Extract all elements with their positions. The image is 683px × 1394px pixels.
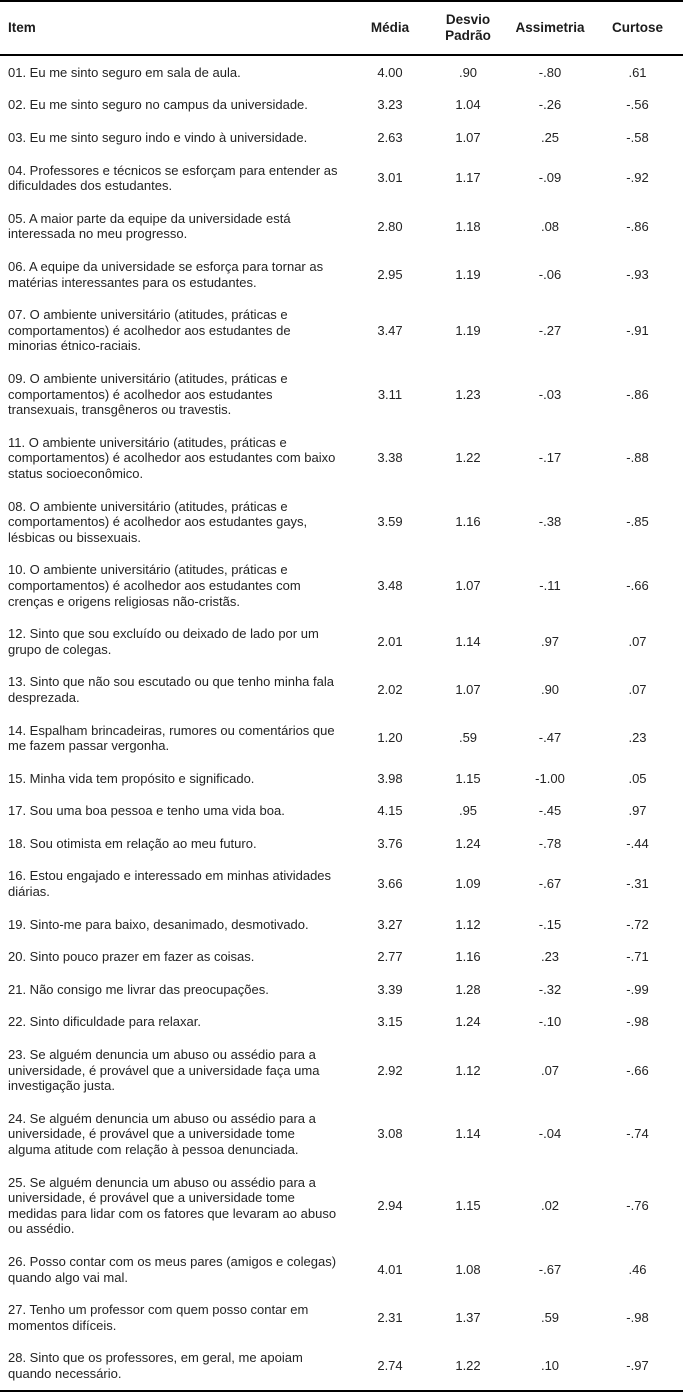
media-value-cell: 3.59 (377, 514, 403, 530)
item-text-cell: 06. A equipe da universidade se esforça para tornar as matérias interessantes para os estudantes. (8, 259, 324, 290)
assimetria-value-cell: .10 (540, 1358, 560, 1374)
media-value-cell: 3.98 (377, 770, 403, 786)
item-text-cell: 14. Espalham brincadeiras, rumores ou comentários que me fazem passar vergonha. (8, 722, 335, 754)
curtose-value-cell: -.56 (626, 97, 649, 113)
table-row (0, 1294, 683, 1342)
media-value-cell: 2.01 (377, 633, 403, 649)
curtose-value-cell: -.31 (626, 876, 649, 892)
assimetria-value-cell: .08 (540, 218, 560, 234)
item-text-cell: 05. A maior parte da equipe da universidade está interessada no meu progresso. (8, 210, 291, 242)
item-text-cell: 01. Eu me sinto seguro em sala de aula. (8, 64, 241, 80)
curtose-value-cell: -.74 (626, 1126, 649, 1142)
item-text-cell: 17. Sou uma boa pessoa e tenho uma vida boa. (8, 803, 285, 819)
media-value-cell: 2.80 (377, 218, 403, 234)
table-row (0, 554, 683, 618)
media-value-cell: 2.94 (377, 1197, 403, 1213)
media-value-cell: 3.15 (377, 1014, 403, 1030)
assimetria-value-cell: -.32 (538, 981, 562, 997)
table-row (0, 941, 683, 974)
media-value-cell: 4.15 (377, 803, 403, 819)
media-value-cell: 3.27 (377, 916, 403, 932)
table-row (0, 908, 683, 941)
media-value-cell: 2.92 (377, 1062, 403, 1078)
table-body (0, 55, 683, 1391)
assimetria-value-cell: -.09 (538, 170, 562, 186)
table-row (0, 666, 683, 714)
assimetria-value-cell: -.27 (538, 322, 562, 338)
desvio-padrao-value-cell: 1.19 (455, 322, 481, 338)
media-value-cell: 3.66 (377, 876, 403, 892)
assimetria-value-cell: -.78 (538, 835, 562, 851)
table-row (0, 363, 683, 427)
curtose-value-cell: -.76 (626, 1197, 649, 1213)
assimetria-value-cell: .02 (540, 1197, 560, 1213)
item-text-cell: 11. O ambiente universitário (atitudes, práticas e comportamentos) é acolhedor aos estudantes com baixo status socioeconômico. (8, 434, 336, 481)
media-value-cell: 3.39 (377, 981, 403, 997)
table-row (0, 202, 683, 250)
desvio-padrao-value-cell: 1.24 (455, 835, 481, 851)
table-row (0, 795, 683, 828)
item-text-cell: 12. Sinto que sou excluído ou deixado de lado por um grupo de colegas. (8, 626, 319, 657)
item-text-cell: 09. O ambiente universitário (atitudes, práticas e comportamentos) é acolhedor aos estudantes transexuais, transgêneros ou travestis. (8, 371, 288, 418)
curtose-value-cell: .97 (628, 803, 647, 819)
desvio-padrao-value-cell: 1.08 (455, 1261, 481, 1277)
table-row (0, 714, 683, 762)
table-header (0, 1, 683, 55)
media-value-cell: 2.31 (377, 1309, 403, 1325)
column-header-assimetria: Assimetria (508, 1, 592, 55)
curtose-value-cell: .07 (628, 682, 647, 698)
desvio-padrao-value-cell: 1.28 (455, 981, 481, 997)
curtose-value-cell: -.72 (626, 916, 649, 932)
assimetria-value-cell: -.15 (538, 916, 562, 932)
table-row (0, 251, 683, 299)
desvio-padrao-value-cell: 1.15 (455, 770, 481, 786)
table-row (0, 1102, 683, 1166)
table-row (0, 1039, 683, 1103)
desvio-padrao-value-cell: .95 (458, 803, 478, 819)
table-row (0, 122, 683, 155)
curtose-value-cell: -.85 (626, 514, 649, 530)
item-text-cell: 19. Sinto-me para baixo, desanimado, desmotivado. (8, 916, 309, 932)
assimetria-value-cell: -.10 (538, 1014, 562, 1030)
curtose-value-cell: .07 (628, 633, 647, 649)
assimetria-value-cell: -.04 (538, 1126, 562, 1142)
desvio-padrao-value-cell: 1.19 (455, 266, 481, 282)
item-text-cell: 10. O ambiente universitário (atitudes, práticas e comportamentos) é acolhedor aos estudantes com crenças e origens religiosas não-cristãs. (8, 562, 301, 609)
assimetria-value-cell: .25 (540, 130, 560, 146)
curtose-value-cell: -.66 (626, 1062, 649, 1078)
curtose-value-cell: -.66 (626, 577, 649, 593)
curtose-value-cell: -.98 (626, 1014, 649, 1030)
item-text-cell: 21. Não consigo me livrar das preocupações. (8, 981, 269, 997)
table-row (0, 89, 683, 122)
curtose-value-cell: -.93 (626, 266, 649, 282)
desvio-padrao-value-cell: 1.07 (455, 130, 481, 146)
assimetria-value-cell: -.03 (538, 386, 562, 402)
desvio-padrao-value-cell: 1.17 (455, 170, 481, 186)
media-value-cell: 4.00 (377, 64, 403, 80)
table-row (0, 154, 683, 202)
desvio-padrao-value-cell: 1.22 (455, 1358, 481, 1374)
item-text-cell: 13. Sinto que não sou escutado ou que tenho minha fala desprezada. (8, 674, 334, 705)
item-text-cell: 08. O ambiente universitário (atitudes, práticas e comportamentos) é acolhedor aos estudantes gays, lésbicas ou bissexuais. (8, 498, 308, 545)
assimetria-value-cell: .07 (540, 1062, 560, 1078)
item-text-cell: 23. Se alguém denuncia um abuso ou assédio para a universidade, é provável que a universidade faça uma investigação justa. (8, 1047, 320, 1094)
item-text-cell: 03. Eu me sinto seguro indo e vindo à universidade. (8, 130, 308, 146)
assimetria-value-cell: -1.00 (535, 770, 565, 786)
media-value-cell: 4.01 (377, 1261, 403, 1277)
media-value-cell: 3.01 (377, 170, 403, 186)
item-text-cell: 07. O ambiente universitário (atitudes, práticas e comportamentos) é acolhedor aos estudantes de minorias étnico-raciais. (8, 307, 291, 354)
desvio-padrao-value-cell: 1.09 (455, 876, 481, 892)
assimetria-value-cell: -.38 (538, 514, 562, 530)
assimetria-value-cell: -.06 (538, 266, 562, 282)
desvio-padrao-value-cell: 1.07 (455, 577, 481, 593)
item-text-cell: 22. Sinto dificuldade para relaxar. (8, 1014, 201, 1030)
table-row (0, 827, 683, 860)
column-header-desvio-padrao: Desvio Padrão (428, 1, 508, 55)
item-text-cell: 24. Se alguém denuncia um abuso ou assédio para a universidade, é provável que a universidade tome alguma atitude com relação à pessoa denunciada. (8, 1110, 316, 1157)
desvio-padrao-value-cell: 1.18 (455, 218, 481, 234)
media-value-cell: 3.47 (377, 322, 403, 338)
assimetria-value-cell: -.26 (538, 97, 562, 113)
curtose-value-cell: -.88 (626, 450, 649, 466)
item-text-cell: 28. Sinto que os professores, em geral, me apoiam quando necessário. (8, 1350, 303, 1381)
desvio-padrao-value-cell: 1.16 (455, 514, 481, 530)
table-row (0, 618, 683, 666)
table-row (0, 1342, 683, 1391)
curtose-value-cell: .46 (628, 1261, 647, 1277)
assimetria-value-cell: .97 (540, 633, 560, 649)
column-header-item: Item (0, 1, 352, 55)
media-value-cell: 2.63 (377, 130, 403, 146)
item-text-cell: 04. Professores e técnicos se esforçam para entender as dificuldades dos estudantes. (8, 162, 338, 194)
curtose-value-cell: .05 (628, 770, 647, 786)
media-value-cell: 2.95 (377, 266, 403, 282)
assimetria-value-cell: -.80 (538, 64, 562, 80)
item-text-cell: 02. Eu me sinto seguro no campus da universidade. (8, 97, 308, 113)
desvio-padrao-value-cell: 1.16 (455, 949, 481, 965)
assimetria-value-cell: -.67 (538, 876, 562, 892)
desvio-padrao-value-cell: .59 (458, 730, 478, 746)
column-header-curtose: Curtose (592, 1, 683, 55)
curtose-value-cell: -.71 (626, 949, 649, 965)
curtose-value-cell: -.58 (626, 130, 649, 146)
curtose-value-cell: -.99 (626, 981, 649, 997)
media-value-cell: 1.20 (377, 730, 403, 746)
item-text-cell: 25. Se alguém denuncia um abuso ou assédio para a universidade, é provável que a universidade tome medidas para lidar com os fatores que levaram ao abuso ou assédio. (8, 1174, 337, 1237)
item-text-cell: 16. Estou engajado e interessado em minhas atividades diárias. (8, 868, 332, 900)
assimetria-value-cell: -.45 (538, 803, 562, 819)
table-row (0, 1245, 683, 1293)
item-text-cell: 26. Posso contar com os meus pares (amigos e colegas) quando algo vai mal. (8, 1253, 337, 1285)
media-value-cell: 3.08 (377, 1126, 403, 1142)
table-row (0, 490, 683, 554)
media-value-cell: 2.77 (377, 949, 403, 965)
media-value-cell: 3.11 (377, 386, 403, 402)
desvio-padrao-value-cell: 1.22 (455, 450, 481, 466)
table-row (0, 299, 683, 363)
desvio-padrao-value-cell: 1.24 (455, 1014, 481, 1030)
item-text-cell: 27. Tenho um professor com quem posso contar em momentos difíceis. (8, 1302, 309, 1333)
media-value-cell: 2.74 (377, 1358, 403, 1374)
assimetria-value-cell: .90 (540, 682, 560, 698)
item-text-cell: 18. Sou otimista em relação ao meu futuro. (8, 835, 257, 851)
media-value-cell: 2.02 (377, 682, 403, 698)
assimetria-value-cell: .59 (540, 1309, 560, 1325)
desvio-padrao-value-cell: 1.23 (455, 386, 481, 402)
desvio-padrao-value-cell: 1.15 (455, 1197, 481, 1213)
curtose-value-cell: -.86 (626, 218, 649, 234)
assimetria-value-cell: -.67 (538, 1261, 562, 1277)
media-value-cell: 3.23 (377, 97, 403, 113)
desvio-padrao-value-cell: 1.07 (455, 682, 481, 698)
assimetria-value-cell: -.11 (539, 577, 561, 593)
assimetria-value-cell: .23 (540, 949, 560, 965)
curtose-value-cell: .61 (628, 64, 647, 80)
table-row (0, 426, 683, 490)
table-header-row (0, 1, 683, 55)
item-text-cell: 15. Minha vida tem propósito e significado. (8, 770, 255, 786)
desvio-padrao-value-cell: 1.37 (455, 1309, 481, 1325)
curtose-value-cell: -.92 (626, 170, 649, 186)
curtose-value-cell: -.44 (626, 835, 649, 851)
curtose-value-cell: -.86 (626, 386, 649, 402)
media-value-cell: 3.76 (377, 835, 403, 851)
media-value-cell: 3.38 (377, 450, 403, 466)
assimetria-value-cell: -.47 (538, 730, 562, 746)
table-row (0, 1166, 683, 1245)
table-row (0, 762, 683, 795)
table-row (0, 55, 683, 89)
curtose-value-cell: .23 (628, 730, 647, 746)
desvio-padrao-value-cell: 1.14 (455, 633, 481, 649)
curtose-value-cell: -.98 (626, 1309, 649, 1325)
table-row (0, 1006, 683, 1039)
desvio-padrao-value-cell: 1.14 (455, 1126, 481, 1142)
desvio-padrao-value-cell: .90 (458, 64, 478, 80)
column-header-media: Média (352, 1, 428, 55)
item-text-cell: 20. Sinto pouco prazer em fazer as coisas. (8, 949, 255, 965)
assimetria-value-cell: -.17 (538, 450, 562, 466)
table-row (0, 973, 683, 1006)
desvio-padrao-value-cell: 1.12 (455, 1062, 481, 1078)
table-row (0, 860, 683, 908)
curtose-value-cell: -.91 (626, 322, 649, 338)
desvio-padrao-value-cell: 1.12 (455, 916, 481, 932)
media-value-cell: 3.48 (377, 577, 403, 593)
desvio-padrao-value-cell: 1.04 (455, 97, 481, 113)
curtose-value-cell: -.97 (626, 1358, 649, 1374)
